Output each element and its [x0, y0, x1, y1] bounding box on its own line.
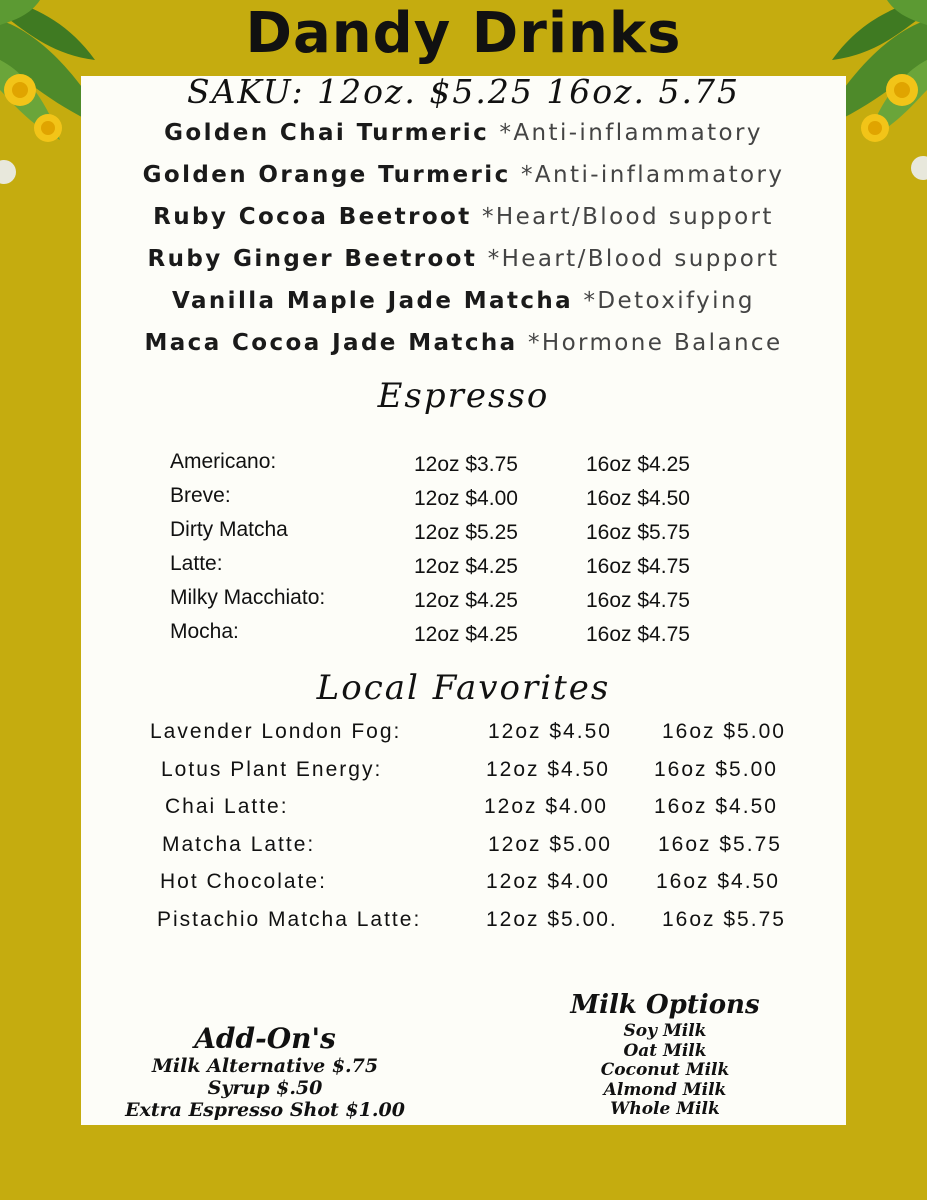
milk-options-header: Milk Options	[570, 990, 760, 1020]
saku-item-benefit: *Anti-inflammatory	[521, 162, 785, 188]
addons-header: Add-On's	[194, 1022, 336, 1055]
milk-option-item: Oat Milk	[623, 1040, 707, 1061]
saku-item-name: Ruby Cocoa Beetroot	[153, 204, 483, 230]
espresso-item-price-16oz: 16oz $4.25	[586, 453, 690, 476]
local-item-name: Matcha Latte:	[162, 832, 316, 856]
milk-option-item: Almond Milk	[603, 1079, 727, 1100]
milk-option-item: Soy Milk	[623, 1021, 707, 1041]
espresso-item-price-12oz: 12oz $3.75	[414, 453, 518, 476]
saku-item	[0, 288, 927, 314]
saku-item	[0, 120, 927, 146]
local-item-price-12oz: 12oz $4.00	[484, 795, 608, 818]
local-item-price-12oz: 12oz $5.00	[488, 832, 612, 856]
saku-item-benefit: *Heart/Blood support	[487, 246, 780, 272]
espresso-item-price-16oz: 16oz $4.75	[586, 623, 690, 646]
local-item-name: Lavender London Fog:	[150, 720, 402, 743]
espresso-item-price-12oz: 12oz $4.25	[414, 589, 518, 612]
local-item-price-16oz: 16oz $4.50	[656, 870, 780, 893]
saku-item-name: Vanilla Maple Jade Matcha	[172, 288, 584, 314]
espresso-item-price-16oz: 16oz $4.75	[586, 589, 690, 612]
local-item-name: Pistachio Matcha Latte:	[157, 907, 422, 931]
saku-item-name: Golden Orange Turmeric	[142, 162, 522, 188]
local-item-name: Chai Latte:	[165, 795, 289, 818]
espresso-item-price-12oz: 12oz $5.25	[414, 521, 518, 544]
espresso-item-price-16oz: 16oz $4.75	[586, 555, 690, 578]
addon-item: Milk Alternative $.75	[151, 1055, 379, 1077]
saku-item-benefit: *Detoxifying	[583, 288, 755, 314]
saku-item-benefit: *Anti-inflammatory	[499, 120, 763, 146]
saku-item	[0, 204, 927, 230]
page-title: Dandy Drinks	[245, 1, 682, 66]
espresso-item-price-12oz: 12oz $4.25	[414, 623, 518, 646]
local-item-price-12oz: 12oz $4.50	[488, 720, 612, 743]
milk-option-item: Whole Milk	[610, 1099, 720, 1119]
local-item-price-12oz: 12oz $4.00	[486, 870, 610, 893]
espresso-item-price-12oz: 12oz $4.25	[414, 555, 518, 578]
local-item-name: Hot Chocolate:	[160, 870, 327, 893]
espresso-header: Espresso	[377, 376, 550, 416]
local-item-price-16oz: 16oz $5.00	[662, 720, 786, 743]
espresso-item-name: Breve:	[170, 484, 231, 507]
local-item-name: Lotus Plant Energy:	[161, 757, 383, 781]
local-item-price-12oz: 12oz $4.50	[486, 757, 610, 781]
addon-item: Syrup $.50	[207, 1077, 323, 1099]
saku-item-benefit: *Heart/Blood support	[482, 204, 774, 230]
espresso-item-name: Americano:	[170, 450, 277, 473]
milk-option-item: Coconut Milk	[600, 1060, 730, 1080]
local-item-price-16oz: 16oz $5.00	[654, 757, 778, 781]
espresso-item-price-16oz: 16oz $4.50	[586, 487, 690, 510]
espresso-item-name: Latte:	[170, 552, 223, 575]
espresso-item-price-12oz: 12oz $4.00	[414, 487, 518, 510]
saku-header: SAKU: 12oz. $5.25 16oz. 5.75	[186, 72, 741, 111]
saku-item	[0, 162, 927, 188]
espresso-item-name: Mocha:	[170, 620, 239, 643]
local-item-price-16oz: 16oz $4.50	[654, 795, 778, 818]
saku-item-name: Ruby Ginger Beetroot	[147, 246, 488, 272]
saku-item-name: Maca Cocoa Jade Matcha	[144, 330, 528, 356]
local-item-price-16oz: 16oz $5.75	[662, 907, 786, 931]
espresso-item-name: Dirty Matcha	[170, 518, 288, 541]
saku-item-benefit: *Hormone Balance	[527, 330, 783, 356]
addon-item: Extra Espresso Shot $1.00	[125, 1099, 405, 1121]
local-favorites-header: Local Favorites	[316, 668, 611, 708]
saku-item	[0, 246, 927, 272]
espresso-item-name: Milky Macchiato:	[170, 586, 326, 609]
saku-item-name: Golden Chai Turmeric	[164, 120, 500, 146]
local-item-price-12oz: 12oz $5.00.	[486, 907, 618, 931]
saku-item	[0, 330, 927, 356]
local-item-price-16oz: 16oz $5.75	[658, 832, 782, 856]
espresso-item-price-16oz: 16oz $5.75	[586, 521, 690, 544]
